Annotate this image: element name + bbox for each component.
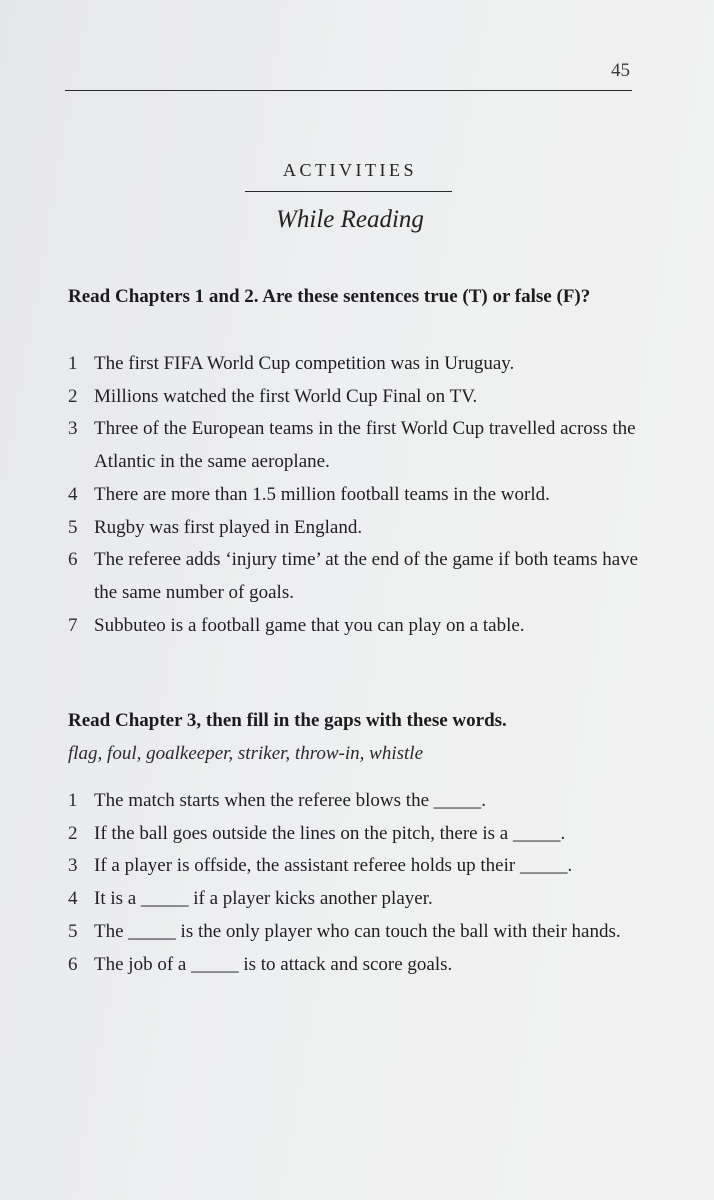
list-item — [68, 348, 648, 381]
list-item — [68, 850, 648, 883]
item-number: 2 — [68, 822, 78, 844]
list-item — [68, 818, 648, 851]
word-list: flag, foul, goalkeeper, striker, throw-in, whistle — [68, 743, 423, 764]
list-item — [68, 512, 648, 545]
item-text: The match starts when the referee blows the _____. — [94, 790, 487, 811]
exercise-2-instruction: Read Chapter 3, then fill in the gaps with these words. — [68, 710, 507, 731]
list-item — [68, 883, 648, 916]
subheading: While Reading — [276, 206, 424, 233]
item-text: Subbuteo is a football game that you can play on a table. — [94, 614, 525, 636]
item-text: The referee adds ‘injury time’ at the end of the game if both teams have the same number of goals. — [94, 549, 639, 603]
list-item — [68, 381, 648, 414]
item-text: The _____ is the only player who can touch the ball with their hands. — [94, 920, 621, 942]
exercise-1-instruction: Read Chapters 1 and 2. Are these sentences true (T) or false (F)? — [68, 286, 591, 307]
true-false-list — [68, 348, 648, 642]
header-rule — [65, 90, 632, 91]
item-text: Millions watched the first World Cup Final on TV. — [94, 385, 478, 407]
page-number: 45 — [611, 60, 630, 81]
list-item — [68, 413, 648, 478]
item-number: 5 — [68, 920, 78, 942]
section-divider — [245, 191, 452, 192]
item-text: The first FIFA World Cup competition was in Uruguay. — [94, 353, 515, 374]
item-number: 6 — [68, 549, 78, 571]
item-number: 4 — [68, 888, 78, 910]
list-item — [68, 916, 648, 949]
item-number: 6 — [68, 953, 78, 975]
fill-gaps-list — [68, 785, 648, 981]
list-item — [68, 544, 648, 609]
list-item — [68, 479, 648, 512]
list-item — [68, 949, 648, 982]
item-number: 3 — [68, 418, 78, 440]
item-text: Three of the European teams in the first World Cup travelled across the Atlantic in the same aeroplane. — [94, 418, 636, 473]
item-number: 1 — [68, 790, 78, 811]
list-item — [68, 610, 648, 643]
section-heading: ACTIVITIES — [283, 160, 417, 180]
item-number: 4 — [68, 483, 78, 505]
item-text: It is a _____ if a player kicks another player. — [94, 888, 433, 910]
item-text: Rugby was first played in England. — [94, 516, 363, 538]
item-number: 1 — [68, 353, 78, 374]
item-text: The job of a _____ is to attack and score goals. — [94, 953, 453, 975]
item-number: 3 — [68, 855, 78, 877]
item-text: There are more than 1.5 million football teams in the world. — [94, 483, 550, 505]
item-text: If a player is offside, the assistant referee holds up their _____. — [94, 855, 573, 877]
item-number: 5 — [68, 516, 78, 538]
item-number: 7 — [68, 614, 78, 636]
item-number: 2 — [68, 385, 78, 407]
item-text: If the ball goes outside the lines on the pitch, there is a _____. — [94, 822, 566, 844]
list-item — [68, 785, 648, 818]
